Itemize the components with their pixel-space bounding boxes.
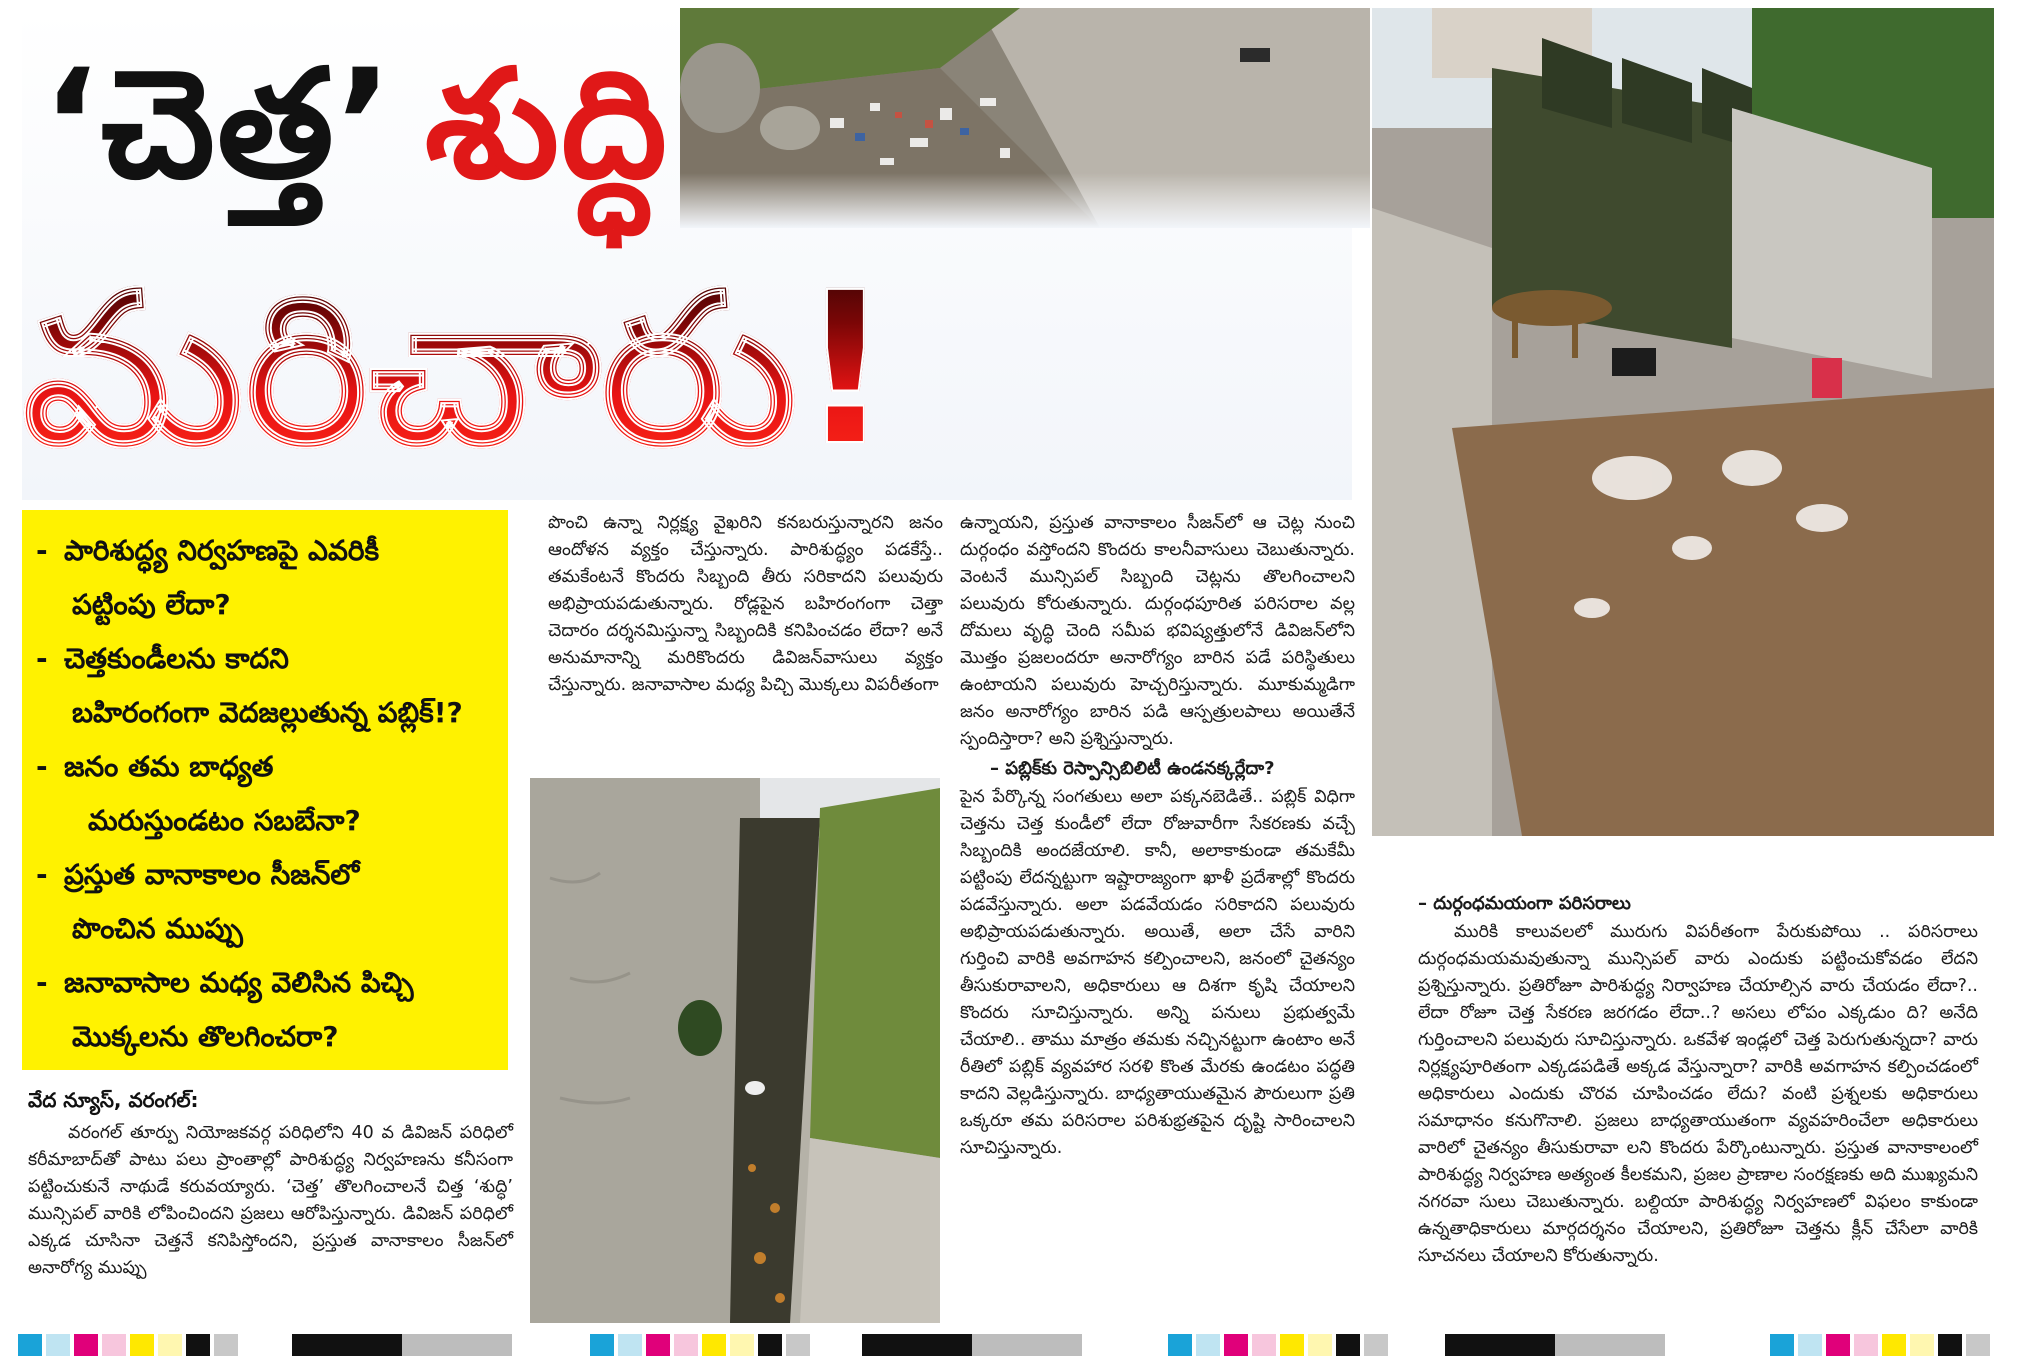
highlight-item: - ప్రస్తుత వానాకాలం సీజన్‌లో పొంచిన ముప్పు	[36, 848, 494, 956]
registration-color-bar	[1770, 1334, 1994, 1356]
registration-swatch	[1168, 1334, 1192, 1356]
registration-swatch	[74, 1334, 98, 1356]
registration-swatch	[1910, 1334, 1934, 1356]
highlight-text: జనావాసాల మధ్య వెలిసిన పిచ్చి	[64, 966, 414, 999]
registration-swatch	[1196, 1334, 1220, 1356]
highlight-text-cont: మరుస్తుండటం సబబేనా?	[88, 804, 361, 837]
registration-color-bar	[18, 1334, 242, 1356]
registration-swatch	[18, 1334, 42, 1356]
article-paragraph: పొంచి ఉన్నా నిర్లక్ష్య వైఖరిని కనబరుస్తున్నారని జనం ఆందోళన వ్యక్తం చేస్తున్నారు. పారిశుద్ధ్యం పడకేస్తే.. తమకేంటనే కొందరు సిబ్బంది తీరు సరికాదని పలువురు అభిప్రాయపడుతున్నారు. రోడ్లపైన బహిరంగంగా చెత్తా చెదారం దర్శనమిస్తున్నా సిబ్బందికి కనిపించడం లేదా? అనే అనుమానాన్ని మరికొందరు డివిజన్‌వాసులు వ్యక్తం చేస్తున్నారు. జనావాసాల మధ్య పిచ్చి మొక్కలు విపరీతంగా	[548, 513, 943, 695]
garbage-bins-dog-photo	[1372, 8, 1994, 836]
registration-color-bar	[590, 1334, 814, 1356]
highlight-text: పారిశుద్ధ్య నిర్వహణపై ఎవరికీ	[64, 534, 380, 567]
registration-swatch	[1966, 1334, 1990, 1356]
registration-swatch	[158, 1334, 182, 1356]
headline-word-cleanliness: శుద్ధి	[424, 38, 669, 212]
registration-swatch	[758, 1334, 782, 1356]
highlight-text-cont: బహిరంగంగా వెదజల్లుతున్న పబ్లిక్!?	[72, 696, 463, 729]
article-paragraph: ఉన్నాయని, ప్రస్తుత వానాకాలం సీజన్‌లో ఆ చెట్ల నుంచి దుర్గంధం వస్తోందని కొందరు కాలనీవాసులు చెబుతున్నారు. వెంటనే మున్సిపల్ సిబ్బంది చెట్లను తొలగించాలని పలువురు కోరుతున్నారు. దుర్గంధపూరిత పరిసరాల వల్ల దోమలు వృద్ధి చెంది సమీప భవిష్యత్తులోనే డివిజన్‌లోని మొత్తం ప్రజలందరూ అనారోగ్యం బారిన పడే పరిస్థితులు ఉంటాయని పలువురు హెచ్చరిస్తున్నారు. మూకుమ్మడిగా జనం అనారోగ్యం బారిన పడి ఆస్పత్రులపాలు అయితేనే స్పందిస్తారా? అని ప్రశ్నిస్తున్నారు.	[960, 513, 1355, 749]
registration-swatch	[102, 1334, 126, 1356]
registration-color-bar	[1168, 1334, 1392, 1356]
registration-black-bar	[292, 1334, 512, 1356]
registration-swatch	[46, 1334, 70, 1356]
registration-swatch	[702, 1334, 726, 1356]
registration-swatch	[618, 1334, 642, 1356]
registration-swatch	[186, 1334, 210, 1356]
registration-swatch	[214, 1334, 238, 1356]
registration-swatch	[1882, 1334, 1906, 1356]
garbage-roadside-photo	[680, 8, 1370, 228]
article-column-1	[28, 1120, 513, 1282]
registration-swatch	[1280, 1334, 1304, 1356]
registration-swatch	[1798, 1334, 1822, 1356]
highlight-text-cont: మొక్కలను తొలగించరా?	[72, 1020, 339, 1053]
registration-swatch	[786, 1334, 810, 1356]
registration-swatch	[590, 1334, 614, 1356]
registration-black-bar	[862, 1334, 1082, 1356]
registration-swatch	[1364, 1334, 1388, 1356]
highlight-text: ప్రస్తుత వానాకాలం సీజన్‌లో	[64, 858, 360, 891]
highlight-text-cont: పట్టింపు లేదా?	[72, 588, 231, 621]
clogged-drain-photo	[530, 778, 940, 1323]
article-column-2	[548, 510, 943, 699]
registration-swatch	[1308, 1334, 1332, 1356]
highlight-text: జనం తమ బాధ్యత	[64, 750, 274, 783]
article-subheading: – దుర్గంధమయంగా పరిసరాలు	[1418, 893, 1631, 914]
byline: వేద న్యూస్, వరంగల్:	[28, 1088, 199, 1112]
headline-line2: మరిచారు!	[22, 247, 894, 492]
highlights-box	[22, 510, 508, 1070]
article-column-3	[960, 510, 1355, 1162]
registration-swatch	[130, 1334, 154, 1356]
registration-swatch	[674, 1334, 698, 1356]
registration-swatch	[1252, 1334, 1276, 1356]
registration-swatch	[1224, 1334, 1248, 1356]
article-subheading: – పబ్లిక్‌కు రెస్పాన్సిబిలిటీ ఉండనక్కర్లేదా?	[990, 758, 1275, 779]
registration-swatch	[1826, 1334, 1850, 1356]
highlight-text: చెత్తకుండీలను కాదని	[64, 642, 289, 675]
headline-line1	[42, 10, 669, 240]
registration-swatch	[1938, 1334, 1962, 1356]
highlight-text-cont: పొంచిన ముప్పు	[72, 912, 243, 945]
article-paragraph: పైన పేర్కొన్న సంగతులు అలా పక్కనబెడితే.. పబ్లిక్ విధిగా చెత్తను చెత్త కుండీలో లేదా రోజువారీగా సేకరణకు వచ్చే సిబ్బందికి అందజేయాలి. కానీ, అలాకాకుండా తమకేమీ పట్టింపు లేదన్నట్టుగా ఇష్టారాజ్యంగా ఖాళీ ప్రదేశాల్లో కొందరు పడవేస్తున్నారు. అలా పడవేయడం సరికాదని పలువురు అభిప్రాయపడుతున్నారు. అయితే, అలా చేసే వారిని గుర్తించి వారికి అవగాహన కల్పించాలని, జనంలో చైతన్యం తీసుకురావాలని, అధికారులు ఆ దిశగా కృషి చేయాలని కొందరు సూచిస్తున్నారు. అన్ని పనులు ప్రభుత్వమే చేయాలి.. తాము మాత్రం తమకు నచ్చినట్టుగా ఉంటాం అనే రీతిలో పబ్లిక్ వ్యవహార సరళి కొంత మేరకు ఉండటం పద్ధతి కాదని వెల్లడిస్తున్నారు. బాధ్యతాయుతమైన పౌరులుగా ప్రతి ఒక్కరూ తమ పరిసరాల పరిశుభ్రతపైన దృష్టి సారించాలని సూచిస్తున్నారు.	[960, 787, 1355, 1158]
article-column-4	[1418, 888, 1978, 1270]
highlight-item: - జనం తమ బాధ్యత మరుస్తుండటం సబబేనా?	[36, 740, 494, 848]
highlight-item: - పారిశుద్ధ్య నిర్వహణపై ఎవరికీ పట్టింపు లేదా?	[36, 524, 494, 632]
registration-swatch	[1854, 1334, 1878, 1356]
registration-swatch	[1336, 1334, 1360, 1356]
registration-swatch	[1770, 1334, 1794, 1356]
registration-black-bar	[1445, 1334, 1665, 1356]
registration-swatch	[730, 1334, 754, 1356]
highlight-item: - చెత్తకుండీలను కాదని బహిరంగంగా వెదజల్లుతున్న పబ్లిక్!?	[36, 632, 494, 740]
headline-word-garbage: ‘చెత్త’	[42, 38, 395, 212]
article-paragraph: మురికి కాలువలలో మురుగు విపరీతంగా పేరుకుపోయి .. పరిసరాలు దుర్గంధమయమవుతున్నా మున్సిపల్ వారు ఎందుకు పట్టించుకోవడం లేదని ప్రశ్నిస్తున్నారు. ప్రతిరోజూ పారిశుద్ధ్య నిర్వాహణ చేయాల్సిన వారు చేయడం లేదా?.. లేదా రోజూ చెత్త సేకరణ జరగడం లేదా..? అసలు లోపం ఎక్కడుం ది? అనేది గుర్తించాలని పలువురు సూచిస్తున్నారు. ఒకవేళ ఇండ్లలో చెత్త పెరుగుతున్నదా? వారు నిర్లక్ష్యపూరితంగా ఎక్కడపడితే అక్కడ వేస్తున్నారా? వారికి అవగాహన కల్పించడంలో అధికారులు ఎందుకు చొరవ చూపించడం లేదు? వంటి ప్రశ్నలకు అధికారులు సమాధానం కనుగొనాలి. ప్రజలు బాధ్యతాయుతంగా వ్యవహరించేలా అధికారులు వారిలో చైతన్యం తీసుకురావా లని కొందరు పేర్కొంటున్నారు. ప్రస్తుత వానాకాలంలో పారిశుద్ధ్య నిర్వహణ అత్యంత కీలకమని, ప్రజల ప్రాణాల సంరక్షణకు అది ముఖ్యమని నగరవా సులు చెబుతున్నారు. బల్దియా పారిశుద్ధ్య నిర్వహణలో విఫలం కాకుండా ఉన్నతాధికారులు మార్గదర్శనం చేయాలని, ప్రతిరోజూ చెత్తను క్లీన్ చేసేలా వారికి సూచనలు చేయాలని కోరుతున్నారు.	[1418, 922, 1978, 1266]
highlight-item: - జనావాసాల మధ్య వెలిసిన పిచ్చి మొక్కలను తొలగించరా?	[36, 956, 494, 1064]
registration-swatch	[646, 1334, 670, 1356]
article-paragraph: వరంగల్ తూర్పు నియోజకవర్గ పరిధిలోని 40 వ డివిజన్ పరిధిలో కరీమాబాద్‌తో పాటు పలు ప్రాంతాల్లో పారిశుద్ధ్య నిర్వహణను కనీసంగా పట్టించుకునే నాథుడే కరువయ్యారు. ‘చెత్త’ తొలగించాలనే చిత్త ‘శుద్ధి’ మున్సిపల్ వారికి లోపించిందని ప్రజలు ఆరోపిస్తున్నారు. డివిజన్ పరిధిలో ఎక్కడ చూసినా చెత్తనే కనిపిస్తోందని, ప్రస్తుత వానాకాలం సీజన్‌లో అనారోగ్య ముప్పు	[28, 1123, 513, 1278]
